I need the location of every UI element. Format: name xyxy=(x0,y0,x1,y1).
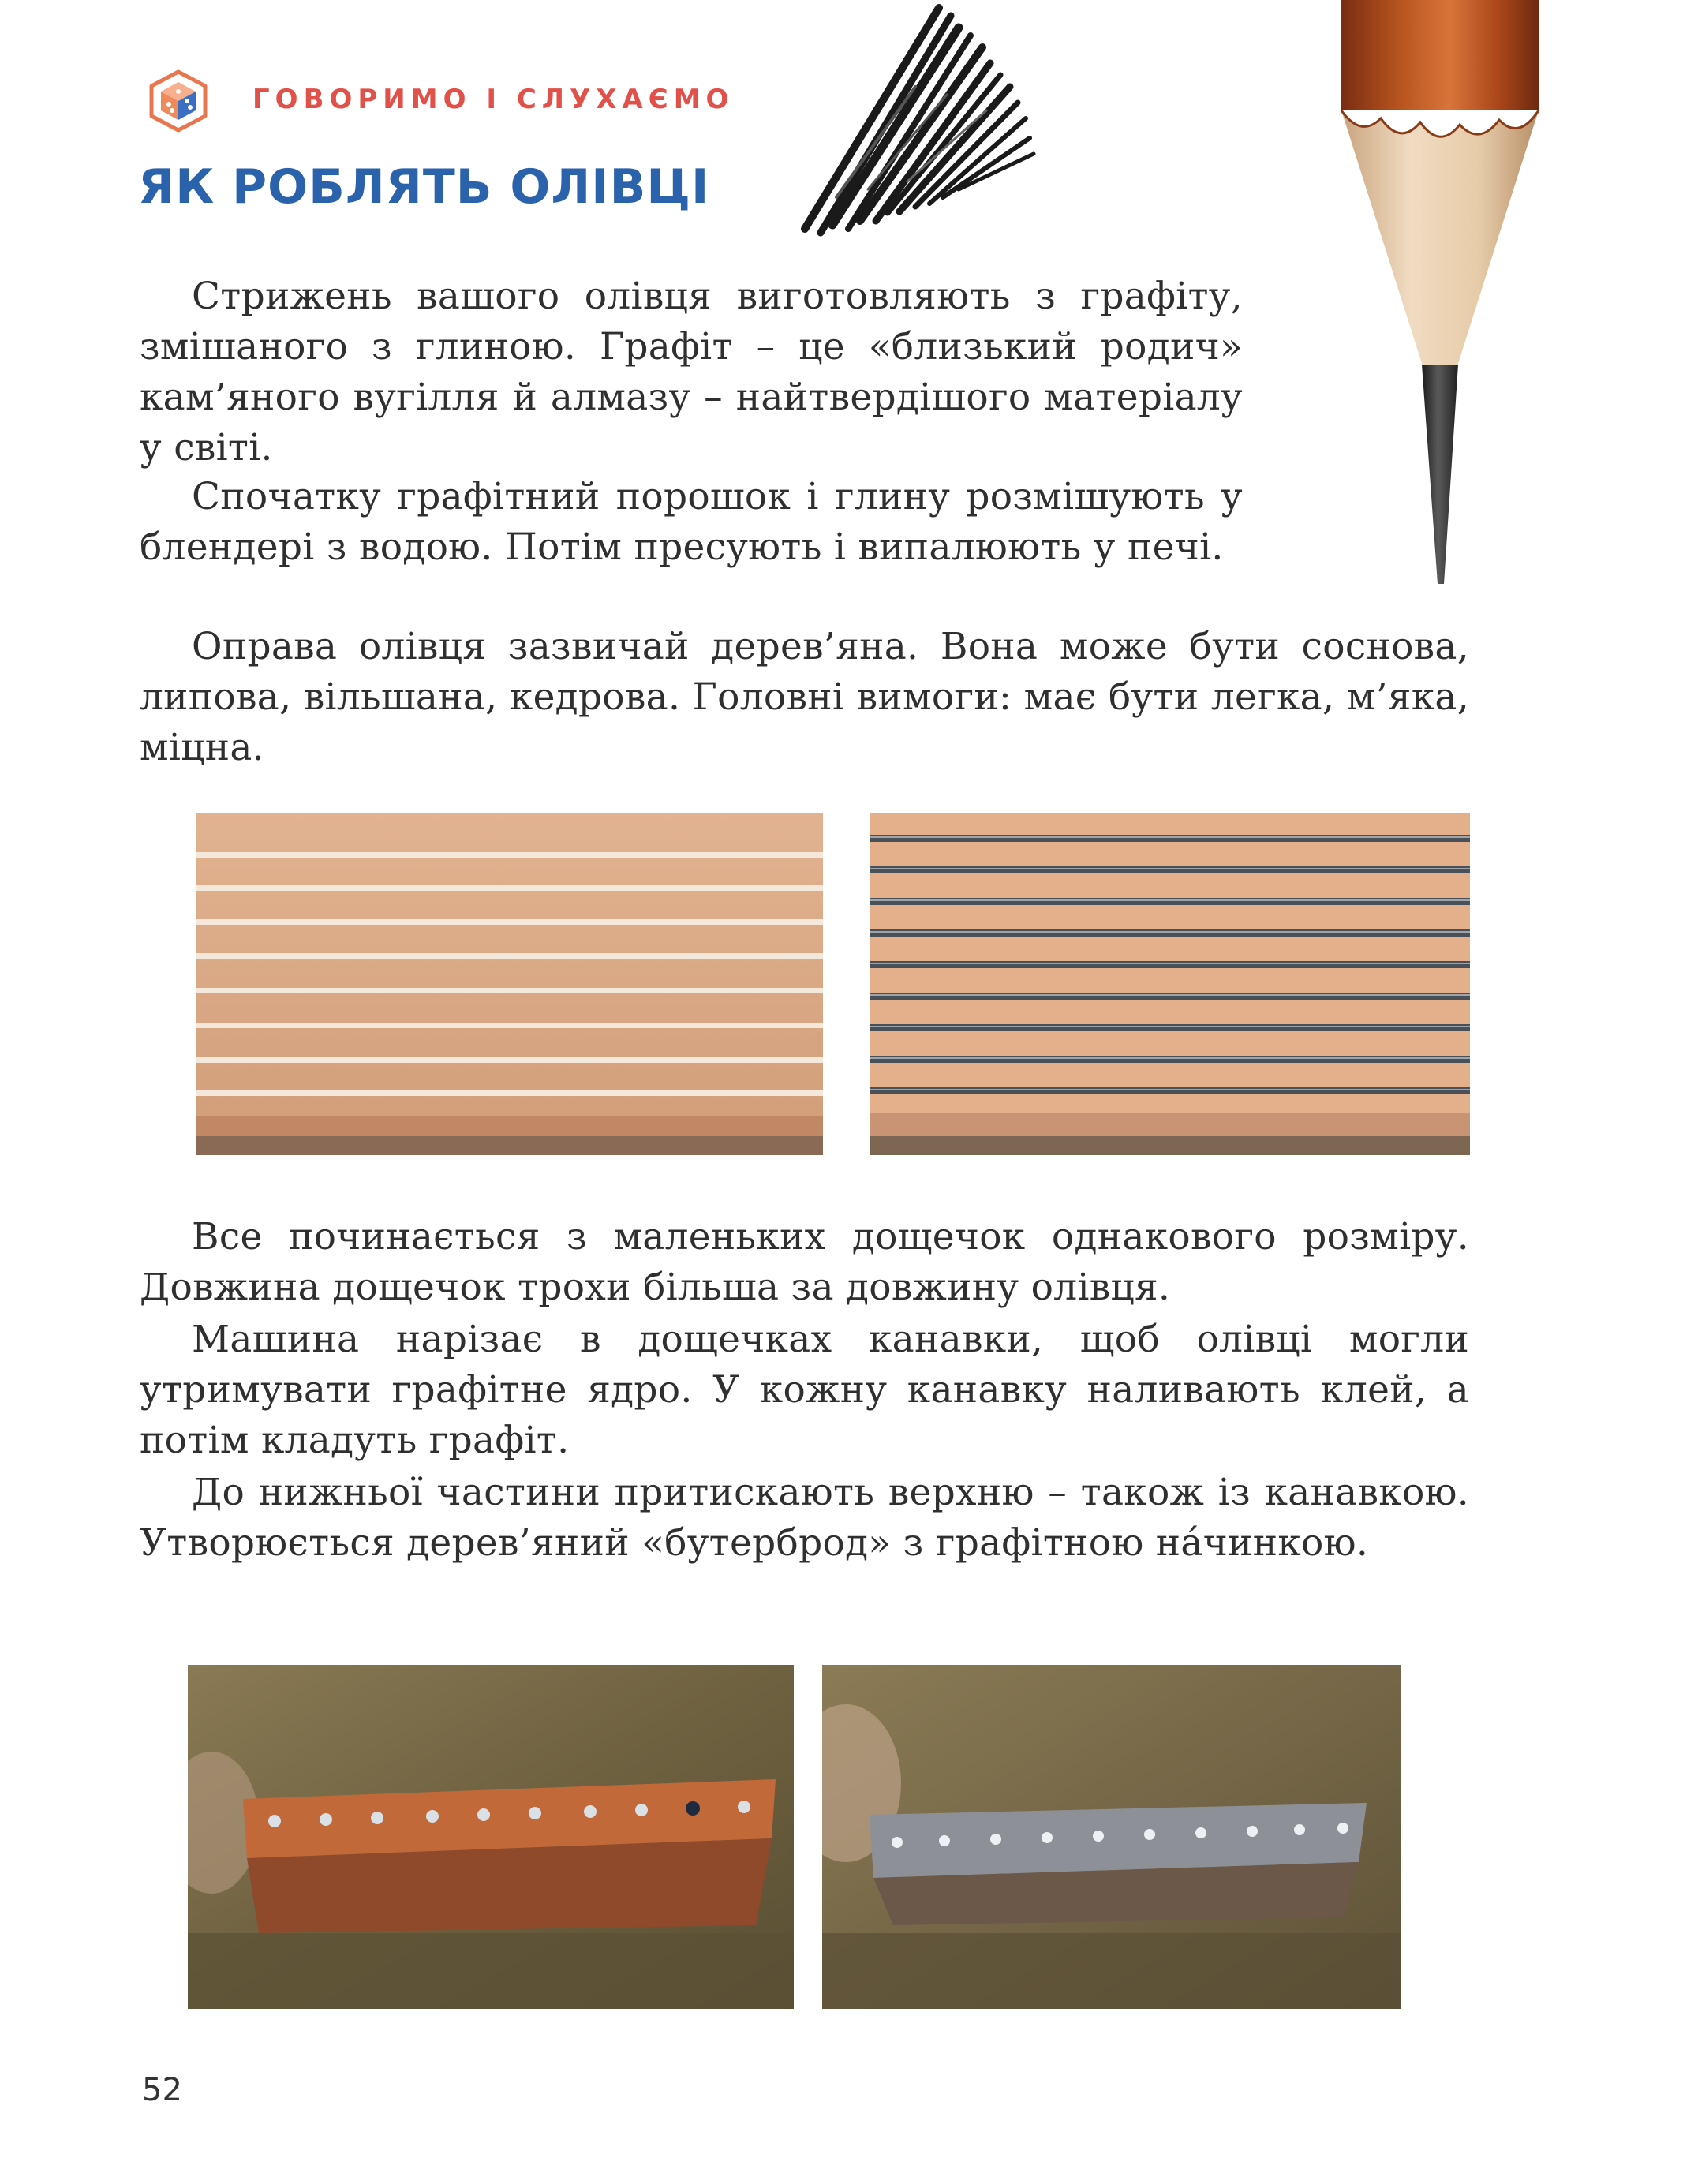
wooden-slat-with-grooves-photo xyxy=(196,813,823,1155)
dice-cube-icon xyxy=(147,69,210,133)
paragraph-grooves-and-glue: Машина нарізає в дощечках канавки, щоб олівці могли утримувати графітне ядро. У кожну канавку наливають клей, а потім кладуть графіт. xyxy=(140,1318,1469,1462)
paragraph-wooden-sandwich: До нижньої частини притискають верхню – також із канавкою. Утворюється дерев’яний «бутерброд» з графітною на́чинкою. xyxy=(140,1471,1469,1565)
painted-pencil-block-end-view-photo xyxy=(822,1665,1401,2009)
section-label: ГОВОРИМО І СЛУХАЄМО xyxy=(252,84,735,115)
paragraph-pencil-core: Стрижень вашого олівця виготовляють з графіту, змішаного з глиною. Графіт – це «близький родич» кам’яного вугілля й алмазу – найтвердішого матеріалу у світі. xyxy=(140,275,1243,469)
graphite-scribble-image xyxy=(789,0,1057,245)
pencil-tip-image xyxy=(1326,0,1554,592)
paragraph-wood-casing: Оправа олівця зазвичай дерев’яна. Вона може бути соснова, липова, вільшана, кедрова. Головні вимоги: має бути легка, м’яка, міцна. xyxy=(140,625,1469,769)
paragraph-mixing-process: Спочатку графітний порошок і глину розмішують у блендері з водою. Потім пресують і випалюють у печі. xyxy=(140,475,1243,569)
page-number: 52 xyxy=(142,2072,182,2108)
slat-with-graphite-rods-photo xyxy=(870,813,1470,1155)
pencil-block-end-view-photo xyxy=(188,1665,794,2009)
page-title: ЯК РОБЛЯТЬ ОЛІВЦІ xyxy=(138,159,710,215)
paragraph-wooden-slats: Все починається з маленьких дощечок однакового розміру. Довжина дощечок трохи більша за довжину олівця. xyxy=(140,1215,1469,1309)
